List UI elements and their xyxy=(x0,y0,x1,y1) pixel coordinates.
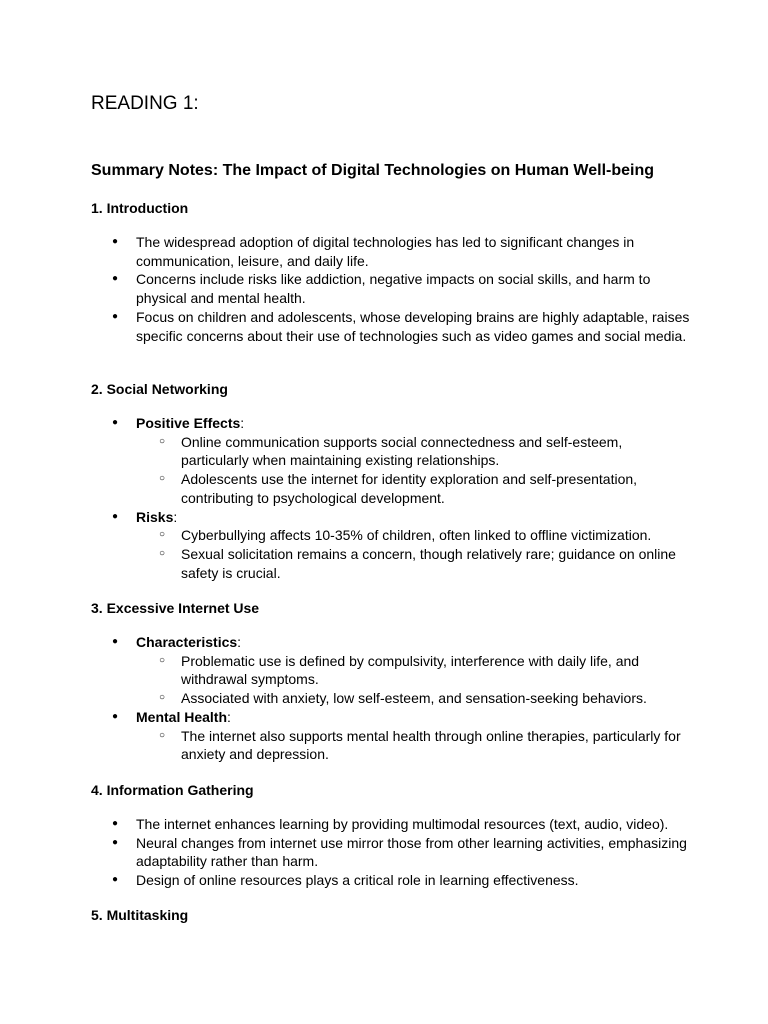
summary-title: Summary Notes: The Impact of Digital Technologies on Human Well-being xyxy=(91,162,655,179)
risks-label: Risks xyxy=(136,508,174,525)
sub-list-item: ○ Cyberbullying affects 10-35% of children, often linked to offline victimization. xyxy=(136,526,691,545)
sub-list-item: ○ The internet also supports mental health through online therapies, particularly for anxiety and depression. xyxy=(136,727,691,764)
list-item: ● Focus on children and adolescents, whose developing brains are highly adaptable, raises specific concerns about their use of technologies such as video games and social media. xyxy=(91,308,691,345)
section-heading-introduction: 1. Introduction xyxy=(91,200,189,216)
characteristics-label: Characteristics xyxy=(136,634,238,650)
list-item: ● Concerns include risks like addiction, negative impacts on social skills, and harm to physical and mental health. xyxy=(91,270,691,307)
information-gathering-list xyxy=(91,815,691,890)
list-item-mental-health xyxy=(91,708,691,727)
introduction-list xyxy=(91,233,691,345)
document-title: READING 1: xyxy=(91,93,199,114)
section-heading-information-gathering: 4. Information Gathering xyxy=(91,782,254,798)
label-colon: : xyxy=(240,415,245,431)
sub-list-item: ○ Sexual solicitation remains a concern, though relatively rare; guidance on online safety is crucial. xyxy=(136,545,691,582)
list-item-positive-effects xyxy=(91,414,691,433)
sub-list-item: ○ Associated with anxiety, low self-esteem, and sensation-seeking behaviors. xyxy=(136,689,691,708)
list-item: ● Neural changes from internet use mirror those from other learning activities, emphasizing adaptability rather than harm. xyxy=(91,834,691,871)
social-networking-list xyxy=(91,414,691,582)
list-item-characteristics xyxy=(91,633,691,652)
excessive-use-list xyxy=(91,633,691,764)
list-item: ● Design of online resources plays a critical role in learning effectiveness. xyxy=(91,871,691,890)
sub-list-item: ○ Online communication supports social connectedness and self-esteem, particularly when maintaining existing relationships. xyxy=(136,433,691,470)
section-heading-multitasking: 5. Multitasking xyxy=(91,907,189,923)
label-colon: : xyxy=(173,508,178,525)
sub-list-item: ○ Problematic use is defined by compulsivity, interference with daily life, and withdrawal symptoms. xyxy=(136,652,691,689)
list-item: ● The internet enhances learning by providing multimodal resources (text, audio, video). xyxy=(91,815,691,834)
list-item-risks xyxy=(91,508,691,527)
sub-list-item: ○ Adolescents use the internet for identity exploration and self-presentation, contributing to psychological development. xyxy=(136,470,691,507)
positive-effects-sublist xyxy=(91,433,691,508)
label-colon: : xyxy=(237,634,242,650)
list-item: ● The widespread adoption of digital technologies has led to significant changes in communication, leisure, and daily life. xyxy=(91,233,691,270)
section-heading-social-networking: 2. Social Networking xyxy=(91,381,228,397)
positive-effects-label: Positive Effects xyxy=(136,415,241,431)
label-colon: : xyxy=(227,708,231,725)
mental-health-sublist xyxy=(91,727,691,764)
mental-health-label: Mental Health xyxy=(136,708,228,725)
characteristics-sublist xyxy=(91,652,691,708)
section-heading-excessive-internet-use: 3. Excessive Internet Use xyxy=(91,600,260,616)
risks-sublist xyxy=(91,526,691,582)
